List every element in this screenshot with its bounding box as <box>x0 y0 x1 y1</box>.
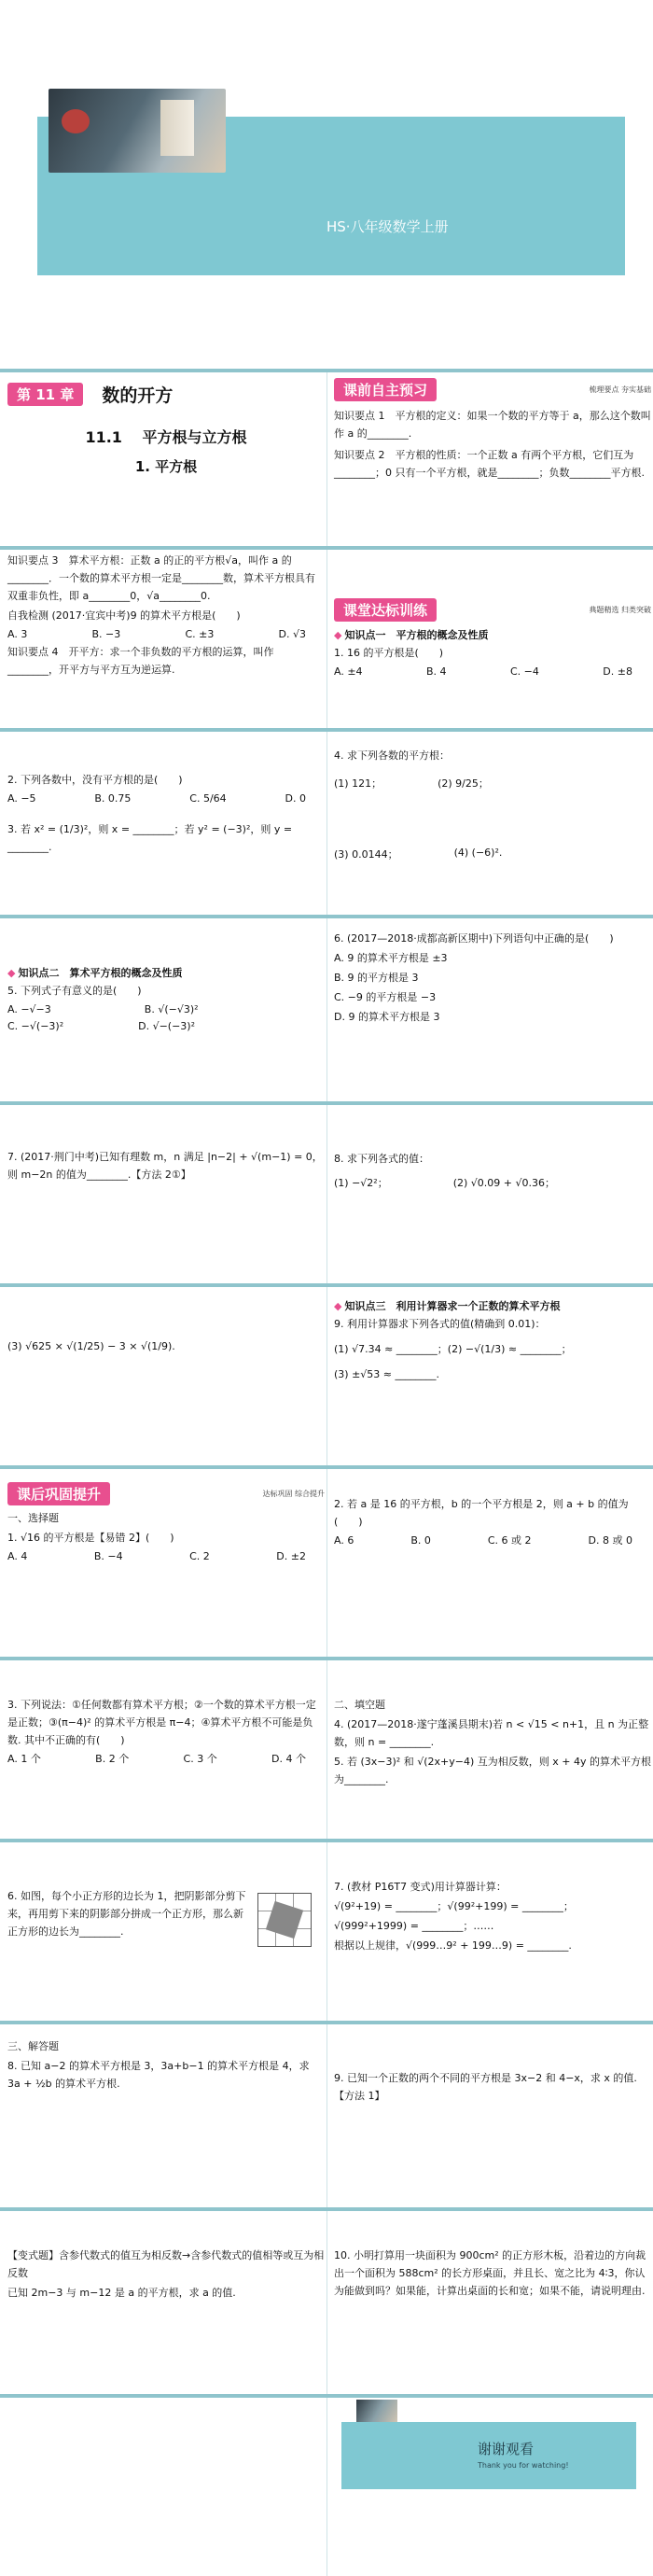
knowledge-one-heading: ◆ 知识点一 平方根的概念及性质 <box>334 627 651 642</box>
c2-column <box>334 1493 651 1549</box>
option-d: D. √3 <box>278 628 306 640</box>
chapter-title: 数的开方 <box>102 385 174 406</box>
c9-column <box>334 2067 651 2107</box>
q6-option-d: D. 9 的算术平方根是 3 <box>334 1011 440 1023</box>
question-9: 9. 利用计算器求下列各式的值(精确到 0.01)： <box>334 1318 546 1330</box>
option-b: B. −4 <box>93 1550 123 1562</box>
q6-column <box>334 928 651 1028</box>
consolidate-question-1: 1. √16 的平方根是【易错 2】( ) <box>7 1532 174 1544</box>
knowledge-two-heading: ◆ 知识点二 算术平方根的概念及性质 <box>7 965 325 980</box>
knowledge-point-3: 知识要点 3 算术平方根：正数 a 的正的平方根√a，叫作 a 的________．一个数的算术平方根一定是________数，算术平方根具有双重非负性，即 a________0，√a________0. <box>7 554 315 602</box>
slide-divider <box>326 1105 327 1283</box>
slide-11 <box>0 2207 653 2394</box>
kp3-calc-column <box>334 1298 651 1385</box>
question-6: 6. (2017—2018·成都高新区期中)下列语句中正确的是( ) <box>334 932 614 945</box>
consolidate-question-9: 9. 已知一个正数的两个不同的平方根是 3x−2 和 4−x，求 x 的值.【方法 1】 <box>334 2072 637 2102</box>
variant-question: 已知 2m−3 与 m−12 是 a 的平方根，求 a 的值. <box>7 2287 236 2299</box>
slide-divider <box>326 732 327 915</box>
option-a: A. 4 <box>7 1550 28 1562</box>
consolidate-title: 课后巩固提升 <box>7 1482 110 1505</box>
training-title: 课堂达标训练 <box>334 598 437 622</box>
consolidate-question-8: 8. 已知 a−2 的算术平方根是 3，3a+b−1 的算术平方根是 4，求 3a + ½b 的算术平方根. <box>7 2060 310 2090</box>
slide-divider <box>326 1660 327 1839</box>
consolidate-question-6: 6. 如图，每个小正方形的边长为 1，把阴影部分剪下来，再用剪下来的阴影部分拼成一个正方形，那么新正方形的边长为________. <box>7 1890 246 1938</box>
slide-divider <box>326 1469 327 1657</box>
training-tag: 典题精选 归类突破 <box>589 606 651 614</box>
option-a: A. 6 <box>334 1534 354 1547</box>
question-5-options-row2 <box>7 1018 325 1035</box>
slide-divider <box>326 2024 327 2207</box>
slide-8 <box>0 1657 653 1839</box>
c10-column <box>334 2245 651 2302</box>
q4-item-4: (4) (−6)². <box>453 847 503 859</box>
option-b: B. 0.75 <box>94 792 132 805</box>
q8-column <box>334 1148 651 1190</box>
slide-divider <box>326 2398 327 2576</box>
c6-column <box>7 1885 325 1947</box>
preview-column <box>334 374 651 482</box>
option-a: A. 1 个 <box>7 1753 41 1765</box>
consolidate-question-1-options <box>7 1548 325 1565</box>
question-4: 4. 求下列各数的平方根： <box>334 749 450 762</box>
option-b: B. √(−√3)² <box>144 1003 199 1015</box>
cover-subtitle: HS·八年级数学上册 <box>326 218 449 235</box>
c8-column <box>7 2036 325 2094</box>
slide-divider <box>326 1842 327 2021</box>
books-icon <box>160 100 194 156</box>
c7-item-3: 根据以上规律，√(999…9² + 199…9) = ________. <box>334 1939 572 1952</box>
option-a: A. ±4 <box>334 665 363 678</box>
option-d: D. ±2 <box>276 1550 306 1562</box>
option-d: D. 8 或 0 <box>588 1534 632 1547</box>
q4-column <box>334 745 651 861</box>
chapter-badge: 第 11 章 <box>7 383 83 406</box>
q6-option-c: C. −9 的平方根是 −3 <box>334 991 437 1003</box>
q8-item-3: (3) √625 × √(1/25) − 3 × √(1/9). <box>7 1340 175 1352</box>
slide-divider <box>326 2211 327 2394</box>
part-2-heading: 二、填空题 <box>334 1699 385 1711</box>
option-c: C. 5/64 <box>189 792 227 805</box>
consolidate-question-4: 4. (2017—2018·遂宁蓬溪县期末)若 n < √15 < n+1，且 n 为正整数，则 n = ________. <box>334 1718 649 1748</box>
knowledge-point-2: 知识要点 2 平方根的性质：一个正数 a 有两个平方根，它们互为________；0 只有一个平方根，就是________；负数________平方根. <box>334 449 645 479</box>
question-1-options <box>334 664 651 680</box>
c3-column <box>7 1694 325 1768</box>
subsection-title: 1. 平方根 <box>134 458 198 475</box>
slide-4 <box>0 915 653 1101</box>
question-2: 2. 下列各数中，没有平方根的是( ) <box>7 774 183 786</box>
q6-option-b: B. 9 的平方根是 3 <box>334 972 419 984</box>
end-slide <box>0 2394 653 2576</box>
kp3-column <box>7 552 325 679</box>
self-check-question: 自我检测 (2017·宜宾中考)9 的算术平方根是( ) <box>7 609 241 622</box>
slide-7 <box>0 1465 653 1657</box>
end-banner <box>341 2422 636 2489</box>
knowledge-three-heading: ◆ 知识点三 利用计算器求一个正数的算术平方根 <box>334 1298 651 1313</box>
slide-divider <box>326 1287 327 1465</box>
consolidate-question-5: 5. 若 (3x−3)² 和 √(2x+y−4) 互为相反数，则 x + 4y 的算术平方根为________. <box>334 1756 651 1785</box>
consolidate-question-7: 7. (教材 P16T7 变式)用计算器计算： <box>334 1881 507 1893</box>
question-1: 1. 16 的平方根是( ) <box>334 647 444 659</box>
option-d: D. 4 个 <box>271 1753 306 1765</box>
option-c: C. −4 <box>509 665 539 678</box>
q9-item-3: (3) ±√53 ≈ ________. <box>334 1368 440 1380</box>
section-title: 平方根与立方根 <box>142 428 247 446</box>
preview-tag: 梳理要点 夯实基础 <box>589 385 651 394</box>
c7-column <box>334 1876 651 1956</box>
consolidate-question-2: 2. 若 a 是 16 的平方根，b 的一个平方根是 2，则 a + b 的值为( ) <box>334 1498 629 1528</box>
question-3: 3. 若 x² = (1/3)²，则 x = ________；若 y² = (−3)²，则 y = ________. <box>7 823 293 853</box>
part-1-heading: 一、选择题 <box>7 1512 59 1524</box>
option-b: B. 4 <box>425 665 447 678</box>
option-a: A. −5 <box>7 792 36 805</box>
variant-heading: 【变式题】含参代数式的值互为相反数→含参代数式的值相等或互为相反数 <box>7 2249 325 2279</box>
q4-item-1: (1) 121； <box>334 777 382 790</box>
option-b: B. 2 个 <box>95 1753 130 1765</box>
self-check-options <box>7 626 325 643</box>
thanks-subtitle: Thank you for watching! <box>478 2461 569 2470</box>
knowledge-point-1: 知识要点 1 平方根的定义：如果一个数的平方等于 a，那么这个数叫作 a 的________. <box>334 410 651 440</box>
option-c: C. ±3 <box>185 628 215 640</box>
thanks-title: 谢谢观看 <box>478 2441 535 2457</box>
q7-column <box>7 1146 325 1185</box>
shaded-square <box>266 1901 303 1939</box>
cover-slide <box>0 0 653 369</box>
section-number: 11.1 <box>85 428 122 446</box>
option-c: C. −√(−3)² <box>7 1020 64 1032</box>
slide-10 <box>0 2021 653 2207</box>
grid-figure <box>257 1893 312 1947</box>
apple-icon <box>62 109 90 133</box>
option-c: C. 6 或 2 <box>487 1534 532 1547</box>
option-d: D. 0 <box>285 792 306 805</box>
kp2-column <box>7 965 325 1035</box>
training-column <box>334 552 651 680</box>
consolidate-column <box>7 1482 325 1565</box>
question-8: 8. 求下列各式的值： <box>334 1153 429 1165</box>
preview-title: 课前自主预习 <box>334 378 437 401</box>
part-3-heading: 三、解答题 <box>7 2040 59 2052</box>
q8-item-1: (1) −√2²； <box>334 1177 388 1189</box>
slide-divider <box>326 918 327 1101</box>
q8-continued-column <box>7 1336 325 1357</box>
consolidate-question-10: 10. 小明打算用一块面积为 900cm² 的正方形木板，沿着边的方向裁出一个面积为 588cm² 的长方形桌面，并且长、宽之比为 4∶3，你认为能做到吗？如果能，计算出桌面的长和宽；如果不能，请说明理由. <box>334 2249 646 2297</box>
option-d: D. √−(−3)² <box>138 1020 196 1032</box>
q8-item-2: (2) √0.09 + √0.36； <box>452 1177 556 1189</box>
chapter-column <box>7 374 325 476</box>
cover-photo <box>49 89 226 173</box>
q9-item-1-2: (1) √7.34 ≈ ________；(2) −√(1/3) ≈ ________； <box>334 1343 572 1355</box>
option-b: B. 0 <box>410 1534 431 1547</box>
option-c: C. 2 <box>189 1550 210 1562</box>
q6-option-a: A. 9 的算术平方根是 ±3 <box>334 952 448 964</box>
option-a: A. 3 <box>7 628 28 640</box>
slide-6 <box>0 1283 653 1465</box>
question-2-options <box>7 791 325 807</box>
slide-2 <box>0 546 653 728</box>
question-5: 5. 下列式子有意义的是( ) <box>7 985 142 997</box>
slide-9 <box>0 1839 653 2021</box>
option-c: C. 3 个 <box>183 1753 217 1765</box>
slide-5 <box>0 1101 653 1283</box>
knowledge-point-4: 知识要点 4 开平方：求一个非负数的平方根的运算，叫作________，开平方与平方互为逆运算. <box>7 646 274 676</box>
c7-item-2: √(999²+1999) = ________；…… <box>334 1920 494 1932</box>
slide-divider <box>326 550 327 728</box>
question-5-options-row1 <box>7 1001 325 1018</box>
option-b: B. −3 <box>91 628 121 640</box>
consolidate-question-3-options <box>7 1751 325 1768</box>
question-7: 7. (2017·荆门中考)已知有理数 m，n 满足 |n−2| + √(m−1) = 0，则 m−2n 的值为________.【方法 2①】 <box>7 1151 323 1181</box>
consolidate-tag: 达标巩固 综合提升 <box>262 1490 325 1498</box>
fill-blank-column <box>334 1694 651 1790</box>
slide-divider <box>326 372 327 546</box>
c7-item-1: √(9²+19) = ________；√(99²+199) = ________； <box>334 1900 574 1912</box>
slide-1 <box>0 369 653 546</box>
consolidate-question-3: 3. 下列说法：①任何数都有算术平方根；②一个数的算术平方根一定是正数；③(π−4)² 的算术平方根是 π−4；④算术平方根不可能是负数. 其中不正确的有( ) <box>7 1699 316 1746</box>
q2-q3-column <box>7 769 325 858</box>
variant-column <box>7 2245 325 2303</box>
option-d: D. ±8 <box>603 665 632 678</box>
option-a: A. −√−3 <box>7 1003 51 1015</box>
q4-item-3: (3) 0.0144； <box>334 848 398 861</box>
q4-item-2: (2) 9/25； <box>438 777 489 790</box>
slide-3 <box>0 728 653 915</box>
consolidate-question-2-options <box>334 1533 651 1549</box>
